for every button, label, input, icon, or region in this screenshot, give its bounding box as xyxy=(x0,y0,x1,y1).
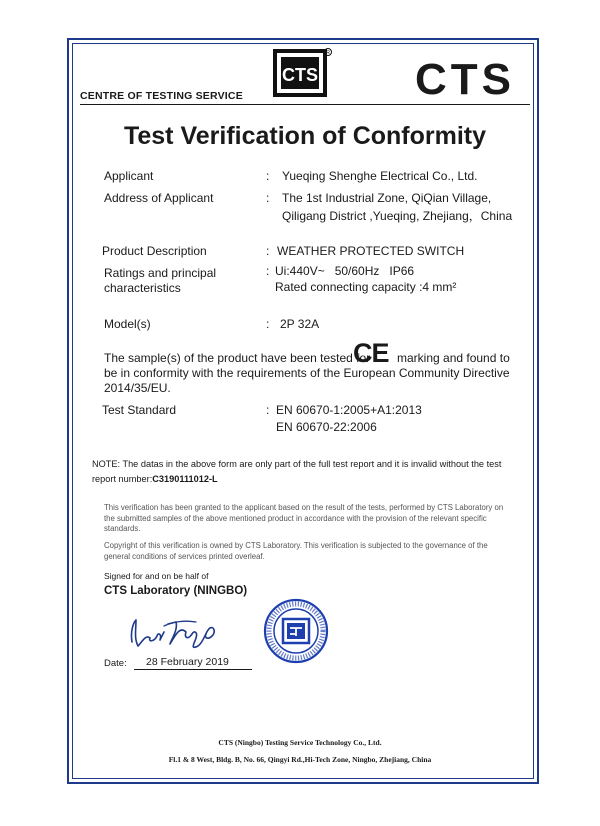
ratings-line2: Rated connecting capacity :4 mm² xyxy=(275,280,457,294)
product-value: WEATHER PROTECTED SWITCH xyxy=(277,244,465,258)
colon: : xyxy=(266,169,270,183)
footer-company: CTS (Ningbo) Testing Service Technology Co., Ltd. xyxy=(218,738,382,747)
copyright-para: Copyright of this verification is owned by CTS Laboratory. This verification is subjected to the governance of the general conditions of services printed overleaf. xyxy=(104,541,488,561)
handwritten-signature xyxy=(124,612,224,657)
standard-line1: EN 60670-1:2005+A1:2013 xyxy=(276,403,422,417)
date-label: Date: xyxy=(104,658,127,669)
applicant-label: Applicant xyxy=(104,169,154,183)
report-number-label: report number: xyxy=(92,474,153,484)
ratings-label-line1: Ratings and principal xyxy=(104,266,217,280)
colon: : xyxy=(266,244,270,258)
address-line1: The 1st Industrial Zone, QiQian Village, xyxy=(282,191,492,205)
footer-address: Fl.1 & 8 West, Bldg. B, No. 66, Qingyi Rd.,Hi-Tech Zone, Ningbo, Zhejiang, China xyxy=(168,755,432,764)
statement-line3: 2014/35/EU. xyxy=(104,381,171,395)
ratings-label-line2: characteristics xyxy=(104,281,181,295)
page-title: Test Verification of Conformity xyxy=(123,122,487,150)
colon: : xyxy=(266,191,270,205)
lab-signature-name: CTS Laboratory (NINGBO) xyxy=(104,585,248,597)
colon: : xyxy=(266,317,270,331)
statement-part2: marking and found to xyxy=(397,351,510,365)
note-text: NOTE: The datas in the above form are only part of the full test report and it is invalid without the test xyxy=(92,459,502,469)
applicant-value: Yueqing Shenghe Electrical Co., Ltd. xyxy=(282,169,478,183)
address-line2: Qiligang District ,Yueqing, Zhejiang，China xyxy=(282,209,513,223)
model-label: Model(s) xyxy=(104,317,151,331)
standard-label: Test Standard xyxy=(102,403,177,417)
ce-mark-icon: CE xyxy=(353,338,389,368)
ratings-line1: Ui:440V~ 50/60Hz IP66 xyxy=(275,264,415,278)
standard-line2: EN 60670-22:2006 xyxy=(276,420,377,434)
logo-mark-letters: CTS xyxy=(282,65,318,85)
svg-text:R: R xyxy=(326,50,330,57)
colon: : xyxy=(266,403,270,417)
date-underline xyxy=(134,669,252,670)
header-divider xyxy=(80,104,530,105)
cts-logo-mark-icon xyxy=(271,47,333,99)
report-number: C3190111012-L xyxy=(152,474,218,484)
model-value: 2P 32A xyxy=(280,317,320,331)
date-value: 28 February 2019 xyxy=(146,656,229,668)
colon: : xyxy=(266,264,270,278)
statement-part1: The sample(s) of the product have been tested for xyxy=(104,351,371,365)
product-label: Product Description xyxy=(102,244,207,258)
lab-name: CENTRE OF TESTING SERVICE xyxy=(80,90,243,102)
address-label: Address of Applicant xyxy=(104,191,214,205)
verification-para: This verification has been granted to the applicant based on the result of the tests, performed by CTS Laboratory on the submitted samples of the above mentioned product in accordance with the provision of the relevant specific standards. xyxy=(104,503,504,533)
statement-line2: be in conformity with the requirements of the European Community Directive xyxy=(104,366,510,380)
cts-seal-stamp-icon xyxy=(263,598,329,664)
note-report-line xyxy=(92,474,218,484)
signed-for: Signed for and on be half of xyxy=(104,571,209,581)
cts-logo-text: CTS xyxy=(415,55,515,104)
